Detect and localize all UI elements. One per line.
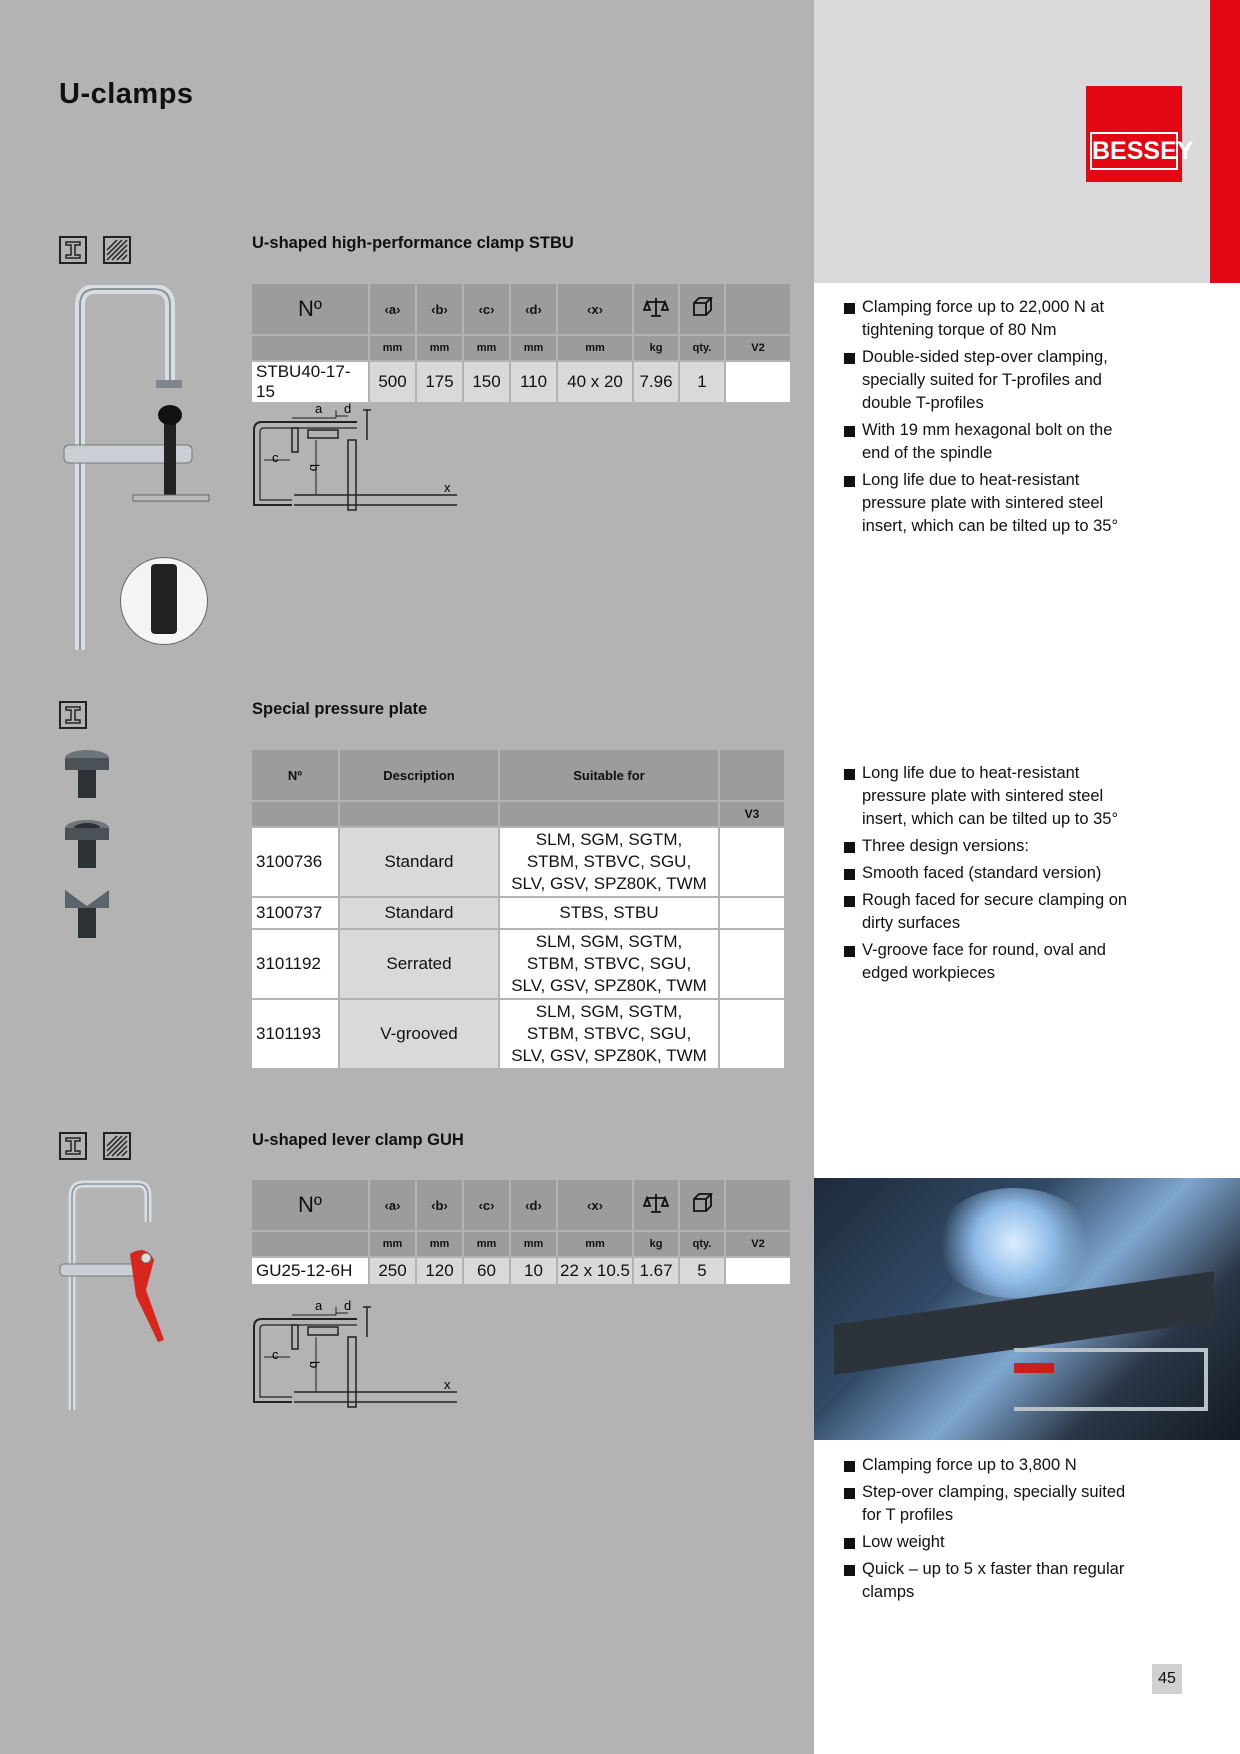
unit-cell: mm: [369, 1231, 416, 1257]
value-b: 175: [416, 361, 463, 402]
wood-texture-icon: [103, 1132, 131, 1160]
diagram-label-x: x: [444, 1377, 451, 1392]
article-number: 3100737: [252, 897, 339, 929]
guh-header-row: [252, 1180, 790, 1231]
stbu-header-row: [252, 284, 790, 335]
guh-units-row: [252, 1231, 790, 1257]
unit-cell: mm: [557, 1231, 633, 1257]
plate-row: [252, 897, 784, 929]
stbu-title: U-shaped high-performance clamp STBU: [252, 234, 574, 252]
value-a: 250: [369, 1257, 416, 1284]
steel-profile-icon: [59, 1132, 87, 1160]
header-a: ‹a›: [369, 284, 416, 335]
plate-row: [252, 929, 784, 999]
feature-item: Three design versions:: [844, 835, 1142, 858]
value-c: 60: [463, 1257, 510, 1284]
unit-cell: [252, 1231, 369, 1257]
blank-cell: [499, 801, 719, 827]
unit-cell: [252, 335, 369, 361]
unit-cell: mm: [510, 335, 557, 361]
diagram-label-a: a: [315, 1298, 323, 1313]
value-a: 500: [369, 361, 416, 402]
value-x: 22 x 10.5: [557, 1257, 633, 1284]
bessey-logo: [1086, 86, 1194, 182]
description: Standard: [339, 897, 499, 929]
suitable-for: STBS, STBU: [499, 897, 719, 929]
diagram-label-d: d: [344, 401, 352, 416]
header-blank: [719, 750, 784, 801]
version-value: [719, 999, 784, 1068]
suitable-for: SLM, SGM, SGTM, STBM, STBVC, SGU, SLV, GSV, SPZ80K, TWM: [499, 827, 719, 897]
guh-feature-list: [844, 1454, 1142, 1608]
unit-cell: mm: [510, 1231, 557, 1257]
welding-photo: [814, 1178, 1240, 1440]
feature-item: Low weight: [844, 1531, 1142, 1554]
value-c: 150: [463, 361, 510, 402]
feature-item: Clamping force up to 3,800 N: [844, 1454, 1142, 1477]
feature-item: Quick – up to 5 x faster than regular clamps: [844, 1558, 1142, 1604]
guh-data-row: [252, 1257, 790, 1284]
diagram-label-d: d: [344, 1298, 352, 1313]
version-cell: V2: [725, 1231, 790, 1257]
steel-profile-icon: [59, 701, 87, 729]
blank-cell: [252, 801, 339, 827]
diagram-label-c: c: [272, 450, 279, 465]
header-c: ‹c›: [463, 284, 510, 335]
feature-item: Smooth faced (standard version): [844, 862, 1142, 885]
stbu-spec-table: [252, 284, 790, 402]
description: V-grooved: [339, 999, 499, 1068]
feature-item: Double-sided step-over clamping, specially suited for T-profiles and double T-profiles: [844, 346, 1142, 415]
logo-text: BESSEY: [1092, 134, 1176, 168]
header-blank: [725, 1180, 790, 1231]
unit-cell: qty.: [679, 1231, 725, 1257]
header-d: ‹d›: [510, 1180, 557, 1231]
diagram-label-b: b: [307, 464, 322, 472]
suitable-for: SLM, SGM, SGTM, STBM, STBVC, SGU, SLV, GSV, SPZ80K, TWM: [499, 999, 719, 1068]
value-qty: 5: [679, 1257, 725, 1284]
diagram-label-b: b: [307, 1361, 322, 1369]
value-version: [725, 361, 790, 402]
value-weight: 1.67: [633, 1257, 679, 1284]
header-number: Nº: [252, 750, 339, 801]
stbu-feature-list: [844, 296, 1142, 542]
header-number: Nº: [252, 1180, 369, 1231]
description: Serrated: [339, 929, 499, 999]
plate-spec-table: [252, 750, 784, 1068]
stbu-dimension-diagram: [252, 400, 457, 515]
plate-feature-list: [844, 762, 1142, 989]
article-number: STBU40-17-15: [252, 361, 369, 402]
weight-icon: [633, 284, 679, 335]
header-a: ‹a›: [369, 1180, 416, 1231]
weight-icon: [633, 1180, 679, 1231]
value-d: 10: [510, 1257, 557, 1284]
header-d: ‹d›: [510, 284, 557, 335]
page-title: U-clamps: [59, 78, 194, 110]
feature-item: Clamping force up to 22,000 N at tightening torque of 80 Nm: [844, 296, 1142, 342]
feature-item: Long life due to heat-resistant pressure plate with sintered steel insert, which can be tilted up to 35°: [844, 469, 1142, 538]
unit-cell: mm: [463, 1231, 510, 1257]
value-x: 40 x 20: [557, 361, 633, 402]
unit-cell: kg: [633, 335, 679, 361]
diagram-label-c: c: [272, 1347, 279, 1362]
feature-item: Rough faced for secure clamping on dirty surfaces: [844, 889, 1142, 935]
blank-cell: [339, 801, 499, 827]
version-value: [719, 929, 784, 999]
value-b: 120: [416, 1257, 463, 1284]
unit-cell: mm: [463, 335, 510, 361]
value-qty: 1: [679, 361, 725, 402]
header-b: ‹b›: [416, 284, 463, 335]
stbu-data-row: [252, 361, 790, 402]
package-icon: [679, 1180, 725, 1231]
feature-item: V-groove face for round, oval and edged workpieces: [844, 939, 1142, 985]
header-b: ‹b›: [416, 1180, 463, 1231]
version-value: [719, 897, 784, 929]
page-number: 45: [1152, 1664, 1182, 1694]
description: Standard: [339, 827, 499, 897]
guh-clamp-image: [58, 1180, 178, 1412]
guh-spec-table: [252, 1180, 790, 1284]
brand-red-bar: [1210, 0, 1240, 283]
value-version: [725, 1257, 790, 1284]
header-x: ‹x›: [557, 1180, 633, 1231]
unit-cell: mm: [416, 335, 463, 361]
feature-item: Step-over clamping, specially suited for T profiles: [844, 1481, 1142, 1527]
detail-inset-image: [120, 557, 208, 645]
steel-profile-icon: [59, 236, 87, 264]
header-description: Description: [339, 750, 499, 801]
plate-row: [252, 999, 784, 1068]
pressure-plate-images: [60, 748, 115, 958]
feature-item: With 19 mm hexagonal bolt on the end of the spindle: [844, 419, 1142, 465]
header-blank: [725, 284, 790, 335]
article-number: GU25-12-6H: [252, 1257, 369, 1284]
diagram-label-x: x: [444, 480, 451, 495]
header-number: Nº: [252, 284, 369, 335]
value-d: 110: [510, 361, 557, 402]
version-cell: V3: [719, 801, 784, 827]
article-number: 3101193: [252, 999, 339, 1068]
diagram-label-a: a: [315, 401, 323, 416]
plate-title: Special pressure plate: [252, 700, 428, 718]
unit-cell: mm: [557, 335, 633, 361]
unit-cell: mm: [416, 1231, 463, 1257]
guh-dimension-diagram: [252, 1297, 457, 1412]
unit-cell: qty.: [679, 335, 725, 361]
header-c: ‹c›: [463, 1180, 510, 1231]
article-number: 3100736: [252, 827, 339, 897]
unit-cell: kg: [633, 1231, 679, 1257]
suitable-for: SLM, SGM, SGTM, STBM, STBVC, SGU, SLV, GSV, SPZ80K, TWM: [499, 929, 719, 999]
value-weight: 7.96: [633, 361, 679, 402]
stbu-units-row: [252, 335, 790, 361]
plate-row: [252, 827, 784, 897]
header-x: ‹x›: [557, 284, 633, 335]
plate-version-row: [252, 801, 784, 827]
package-icon: [679, 284, 725, 335]
plate-header-row: [252, 750, 784, 801]
article-number: 3101192: [252, 929, 339, 999]
unit-cell: mm: [369, 335, 416, 361]
header-suitable: Suitable for: [499, 750, 719, 801]
feature-item: Long life due to heat-resistant pressure plate with sintered steel insert, which can be tilted up to 35°: [844, 762, 1142, 831]
version-value: [719, 827, 784, 897]
wood-texture-icon: [103, 236, 131, 264]
guh-title: U-shaped lever clamp GUH: [252, 1131, 464, 1149]
version-cell: V2: [725, 335, 790, 361]
